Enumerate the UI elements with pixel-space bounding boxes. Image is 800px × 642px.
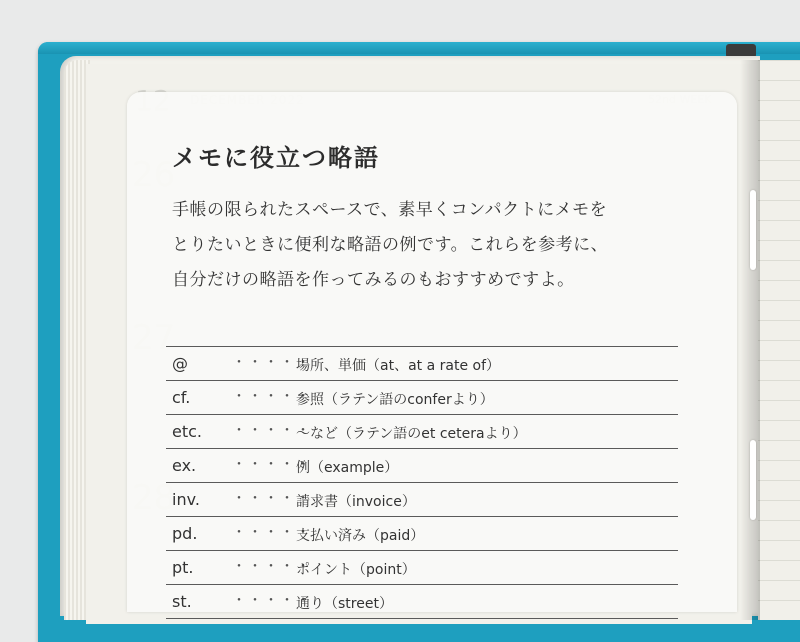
leader-dots: ・・・・・	[232, 593, 312, 609]
abbreviation: cf.	[172, 388, 191, 407]
meaning: 支払い済み（paid）	[296, 528, 425, 544]
table-row	[166, 448, 678, 482]
meaning: 場所、単価（at、at a rate of）	[296, 358, 500, 374]
abbreviation: st.	[172, 592, 192, 611]
table-row	[166, 346, 678, 380]
abbreviation: ex.	[172, 456, 197, 475]
binding-thread	[750, 190, 756, 270]
cover-edge	[38, 42, 800, 54]
leader-dots: ・・・・・	[232, 491, 312, 507]
meaning: 通り（street）	[296, 596, 393, 612]
meaning: 請求書（invoice）	[296, 494, 416, 510]
abbreviation: @	[172, 354, 188, 373]
table-row	[166, 482, 678, 516]
abbreviation: etc.	[172, 422, 202, 441]
memo-title: メモに役立つ略語	[172, 144, 380, 172]
facing-page	[758, 60, 800, 620]
table-row	[166, 516, 678, 550]
leader-dots: ・・・・・	[232, 423, 312, 439]
leader-dots: ・・・・・	[232, 525, 312, 541]
leader-dots: ・・・・・	[232, 355, 312, 371]
intro-line: 自分だけの略語を作ってみるのもおすすめですよ。	[172, 270, 575, 290]
leader-dots: ・・・・・	[232, 389, 312, 405]
table-row	[166, 414, 678, 448]
meaning: 参照（ラテン語のconferより）	[296, 392, 494, 408]
table-row	[166, 550, 678, 584]
binding-thread	[750, 440, 756, 520]
leader-dots: ・・・・・	[232, 559, 312, 575]
binding-gutter	[740, 60, 760, 620]
intro-line: とりたいときに便利な略語の例です。これらを参考に、	[172, 235, 609, 255]
table-row	[166, 584, 678, 619]
leader-dots: ・・・・・	[232, 457, 312, 473]
meaning: 例（example）	[296, 460, 399, 476]
table-row	[166, 380, 678, 414]
meaning: ポイント（point）	[296, 562, 416, 578]
abbreviation-table	[166, 346, 678, 619]
abbreviation: inv.	[172, 490, 200, 509]
meaning: ～など（ラテン語のet ceteraより）	[296, 426, 527, 442]
abbreviation: pt.	[172, 558, 194, 577]
abbreviation: pd.	[172, 524, 198, 543]
intro-line: 手帳の限られたスペースで、素早くコンパクトにメモを	[172, 200, 608, 220]
